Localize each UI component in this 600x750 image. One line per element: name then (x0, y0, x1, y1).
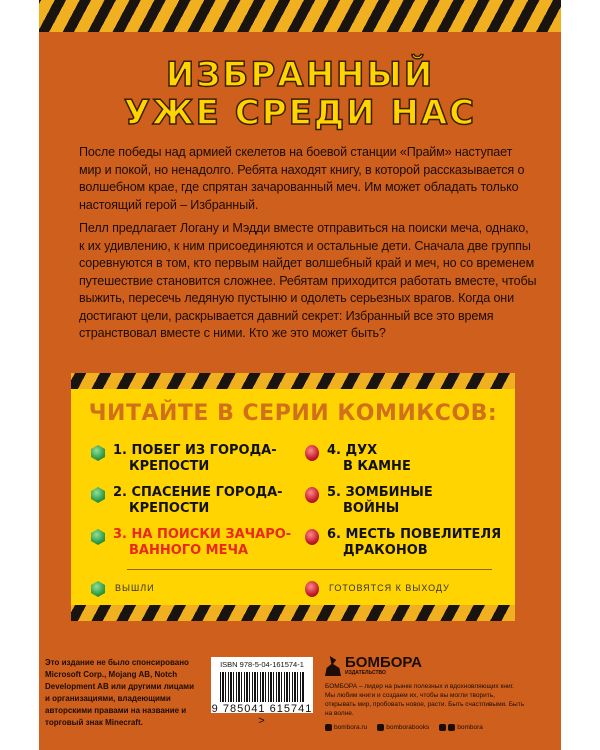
series-box (71, 373, 515, 621)
youtube-icon (439, 724, 446, 731)
emerald-icon (91, 445, 105, 461)
series-title: ЧИТАЙТЕ В СЕРИИ КОМИКСОВ: (88, 401, 498, 426)
publisher-sub: ИЗДАТЕЛЬСТВО (345, 670, 386, 676)
barcode (211, 657, 313, 727)
series-item: 5. ЗОМБИНЫЕ ВОЙНЫ (305, 485, 433, 517)
social-link: bombora (439, 724, 483, 731)
divider (127, 569, 492, 570)
hazard-stripes (71, 605, 515, 621)
social-link: bombora.ru (325, 724, 367, 731)
social-link: bomborabooks (377, 724, 429, 731)
book-back-cover (39, 0, 561, 750)
cover-title (39, 56, 561, 132)
instagram-icon (325, 724, 332, 731)
synopsis-paragraph: После победы над армией скелетов на боевой станции «Прайм» наступает мир и покой, но ненадолго. Ребята находят книгу, в которой рассказывается о волшебном крае, где спрятан зачарованный меч. Им может обладать только настоящий герой – Избранный. (79, 145, 525, 212)
publisher-name: БОМБОРА (345, 654, 422, 671)
social-links (325, 724, 525, 731)
hazard-stripes-top (39, 0, 561, 32)
isbn: ISBN 978-5-04-161574-1 (220, 660, 304, 669)
series-item: 2. СПАСЕНИЕ ГОРОДА- КРЕПОСТИ (91, 485, 283, 517)
series-item: 6. МЕСТЬ ПОВЕЛИТЕЛЯ ДРАКОНОВ (305, 527, 501, 559)
emerald-icon (91, 487, 105, 503)
vk-icon (377, 724, 384, 731)
ruby-icon (305, 529, 319, 545)
synopsis (79, 144, 537, 349)
publisher-text: БОМБОРА – лидер на рынке полезных и вдохновляющих книг. Мы любим книги и создаем их, чтобы вы могли творить, открывать мир, пробовать новое, расти. Быть счастливыми. Быть на волне. (325, 683, 525, 717)
ruby-icon (305, 487, 319, 503)
legend-upcoming (305, 579, 450, 597)
emerald-icon (91, 581, 105, 597)
publisher-block (325, 656, 525, 731)
barcode-bars (220, 672, 304, 702)
series-item-current: 3. НА ПОИСКИ ЗАЧАРО- ВАННОГО МЕЧА (91, 527, 291, 559)
title-line: ИЗБРАННЫЙ (165, 55, 435, 95)
publisher-logo (325, 656, 525, 676)
title-line: УЖЕ СРЕДИ НАС (123, 93, 477, 133)
hazard-stripes (71, 373, 515, 389)
ruby-icon (305, 445, 319, 461)
series-item: 1. ПОБЕГ ИЗ ГОРОДА- КРЕПОСТИ (91, 443, 277, 475)
publisher-logo-icon (325, 656, 341, 676)
legend-label: ГОТОВЯТСЯ К ВЫХОДУ (329, 583, 450, 593)
legend-label: ВЫШЛИ (115, 583, 155, 593)
ruby-icon (305, 581, 319, 597)
emerald-icon (91, 529, 105, 545)
series-item: 4. ДУХ В КАМНЕ (305, 443, 411, 475)
barcode-number: 9 785041 615741 > (211, 703, 313, 727)
synopsis-paragraph: Пелл предлагает Логану и Мэдди вместе отправиться на поиски меча, однако, к их удивлению, к ним присоединяются и остальные дети. Сначала две группы соревнуются в том, кто первым найдет волшебный край и меч, но со временем путешествие становится сложнее. Ребятам приходится работать вместе, чтобы выжить, пересечь ледяную пустыню и одолеть серьезных врагов. Когда они достигают цели, раскрывается давний секрет: Избранный все это время странствовал вместе с ними. Кто же это может быть? (79, 221, 537, 340)
disclaimer: Это издание не было спонсировано Microsoft Corp., Mojang AB, Notch Development AB или другими лицами и организациями, владеющими авторскими правами на название и торговый знак Minecraft. (45, 658, 194, 727)
legend-released (91, 579, 155, 597)
telegram-icon (448, 724, 455, 731)
